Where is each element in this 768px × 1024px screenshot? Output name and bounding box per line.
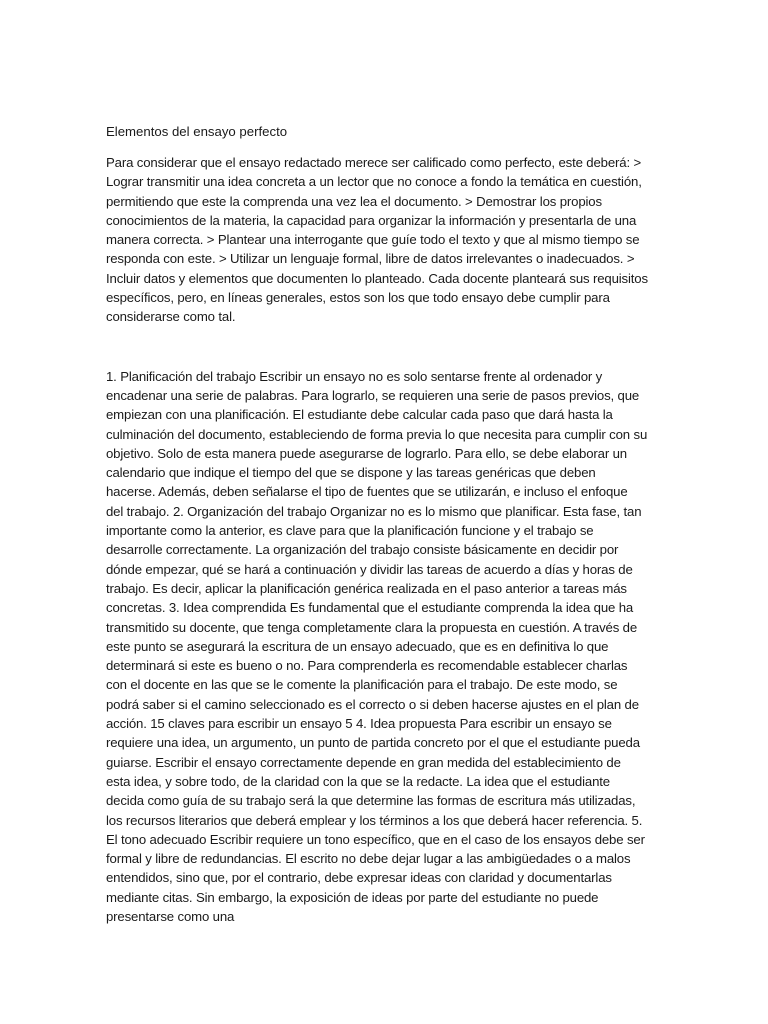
document-content [106, 122, 648, 926]
body-paragraph: 1. Planificación del trabajo Escribir un ensayo no es solo sentarse frente al ordenador y encadenar una serie de palabras. Para lograrlo, se requieren una serie de pasos previos, que empiezan con una planificación. El estudiante debe calcular cada paso que dará hasta la culminación del documento, estableciendo de forma previa lo que necesita para cumplir con su objetivo. Solo de esta manera puede asegurarse de lograrlo. Para ello, se debe elaborar un calendario que indique el tiempo del que se dispone y las tareas genéricas que deben hacerse. Además, deben señalarse el tipo de fuentes que se utilizarán, e incluso el enfoque del trabajo. 2. Organización del trabajo Organizar no es lo mismo que planificar. Esta fase, tan importante como la anterior, es clave para que la planificación funcione y el trabajo se desarrolle correctamente. La organización del trabajo consiste básicamente en decidir por dónde empezar, qué se hará a continuación y dividir las tareas de acuerdo a días y horas de trabajo. Es decir, aplicar la planificación genérica realizada en el paso anterior a tareas más concretas. 3. Idea comprendida Es fundamental que el estudiante comprenda la idea que ha transmitido su docente, que tenga completamente clara la propuesta en cuestión. A través de este punto se asegurará la escritura de un ensayo adecuado, que es en definitiva lo que determinará si este es bueno o no. Para comprenderla es recomendable establecer charlas con el docente en las que se le comente la planificación para el trabajo. De este modo, se podrá saber si el camino seleccionado es el correcto o si deben hacerse ajustes en el plan de acción. 15 claves para escribir un ensayo 5 4. Idea propuesta Para escribir un ensayo se requiere una idea, un argumento, un punto de partida concreto por el que el estudiante pueda guiarse. Escribir el ensayo correctamente depende en gran medida del establecimiento de esta idea, y sobre todo, de la claridad con la que se la redacte. La idea que el estudiante decida como guía de su trabajo será la que determine las formas de escritura más utilizadas, los recursos literarios que deberá emplear y los términos a los que deberá hacer referencia. 5. El tono adecuado Escribir requiere un tono específico, que en el caso de los ensayos debe ser formal y libre de redundancias. El escrito no debe dejar lugar a las ambigüedades o a malos entendidos, sino que, por el contrario, debe expresar ideas con claridad y documentarlas mediante citas. Sin embargo, la exposición de ideas por parte del estudiante no puede presentarse como una [106, 368, 648, 924]
document-title: Elementos del ensayo perfecto [106, 124, 288, 139]
intro-paragraph: Para considerar que el ensayo redactado merece ser calificado como perfecto, este deberá: > Lograr transmitir una idea concreta a un lector que no conoce a fondo la temática en cuestión, permitiendo que este la comprenda una vez lea el documento. > Demostrar los propios conocimientos de la materia, la capacidad para organizar la información y presentarla de una manera correcta. > Plantear una interrogante que guíe todo el texto y que al mismo tiempo se responda con este. > Utilizar un lenguaje formal, libre de datos irrelevantes o inadecuados. > Incluir datos y elementos que documenten lo planteado. Cada docente planteará sus requisitos específicos, pero, en líneas generales, estos son los que todo ensayo debe cumplir para considerarse como tal. [106, 155, 648, 325]
